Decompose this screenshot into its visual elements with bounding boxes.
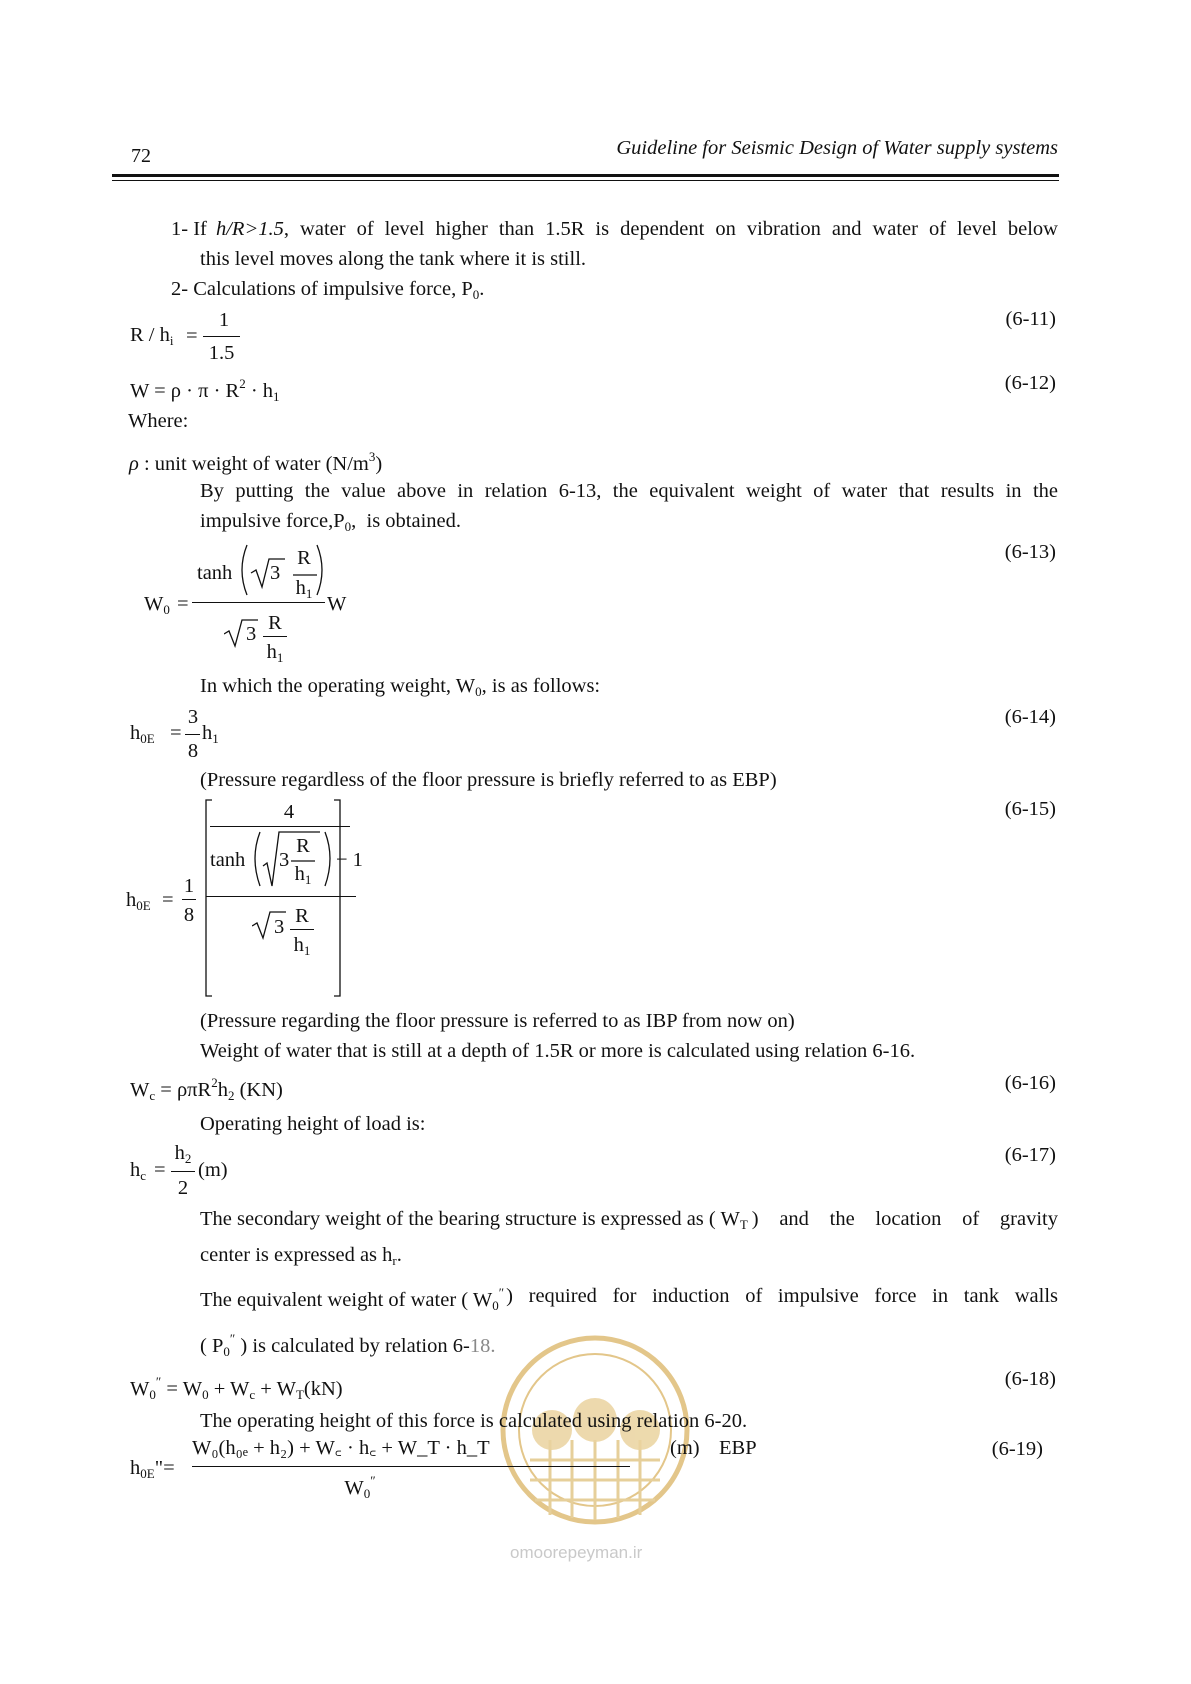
rho-symbol: ρ	[129, 453, 139, 475]
list-item-1-line-2: this level moves along the tank where it is still.	[200, 248, 587, 270]
equation-number-6-11: (6-11)	[1005, 308, 1056, 330]
paragraph-1-line-1: By putting the value above in relation 6-13, the equivalent weight of water that results in the	[200, 480, 1058, 502]
equivalent-weight-line-1: The equivalent weight of water ( $W_0''$ ) required for induction of impulsive force in tank walls	[200, 1285, 1058, 1313]
equation-number-6-17: (6-17)	[1004, 1144, 1056, 1166]
list-item-1-line-1	[171, 219, 1058, 240]
equation-6-17: $h_c$ = $h_2$ 2 (m)	[130, 1142, 228, 1199]
operating-height-note: Operating height of load is:	[200, 1113, 426, 1135]
running-title: Guideline for Seismic Design of Water supply systems	[616, 137, 1058, 159]
equation-6-16: $W_c = \rho\pi R^2h_2$ (KN)	[130, 1075, 283, 1103]
numerator-radical-parens	[233, 543, 443, 599]
where-label: Where:	[128, 410, 189, 432]
equation-number-6-15: (6-15)	[1004, 798, 1056, 820]
equation-6-13: $W_0$ = tanh 3 R $h_1$ W 3 R $h_1$	[130, 540, 370, 670]
equation-6-14: $h_{0E}$ = 3 8 $h_1$	[130, 706, 219, 762]
list-item-2-sub: 0	[472, 287, 480, 302]
list-item-1-rest: , water of level higher than 1.5R is dependent on vibration and water of level below	[283, 218, 1058, 240]
still-water-note: Weight of water that is still at a depth of 1.5R or more is calculated using relation 6-16.	[200, 1040, 916, 1062]
page-number: 72	[131, 145, 151, 167]
paragraph-1-line-2: impulsive $force,P_0$, is obtained.	[200, 510, 462, 534]
list-item-2	[171, 279, 484, 301]
equation-number-6-13: (6-13)	[1004, 541, 1056, 563]
watermark-site: omoorepeyman.ir	[510, 1543, 643, 1562]
list-item-2-end: .	[479, 278, 485, 300]
equation-number-6-14: (6-14)	[1004, 706, 1056, 728]
header-rule-thin	[112, 180, 1059, 181]
equivalent-weight-line-2: ( $P_0''$ ) is calculated by relation 6-18.	[200, 1331, 496, 1359]
force-height-note: The operating height of this force is calculated using relation 6-20.	[200, 1410, 748, 1432]
equation-number-6-19: (6-19)	[991, 1438, 1043, 1460]
list-item-1-math: h/R>1.5	[215, 218, 284, 240]
equation-6-18: $W_0'' = W_0 + W_c + W_T(kN)$	[130, 1374, 343, 1402]
equation-6-11: R / $h_i$ = 1 1.5	[130, 310, 260, 370]
equation-6-12: $W = \rho \cdot \pi \cdot R^2 \cdot h_1$	[130, 376, 280, 404]
equation-6-19: $h_{0E}"=$ W₀(h₀ₑ + h₂) + W꜀ · h꜀ + W_T · h_T $W_0''$ (m) EBP	[130, 1437, 757, 1501]
list-item-2-text: 2- Calculations of impulsive force, P	[171, 278, 473, 300]
equation-number-6-16: (6-16)	[1004, 1072, 1056, 1094]
equation-number-6-12: (6-12)	[1004, 372, 1056, 394]
rho-definition: ρ : unit weight of water $(N/m^3)$	[129, 449, 383, 475]
equation-6-15: $h_{0E}$ = 1 8 4 tanh 3 R $h_1$ − 1 3 R $h_1$	[126, 798, 376, 998]
equation-number-6-18: (6-18)	[1004, 1368, 1056, 1390]
ibp-note: (Pressure regarding the floor pressure is referred to as IBP from now on)	[200, 1010, 795, 1032]
secondary-weight-line-2: center is expressed as $h_r$.	[200, 1244, 402, 1268]
secondary-weight-line-1: The secondary weight of the bearing structure is expressed as ( $W_T$ ) and the location of gravity	[200, 1208, 1058, 1232]
paragraph-2: In which the operating weight, $W_0$, is as follows:	[200, 675, 601, 699]
header-rule-thick	[112, 174, 1059, 177]
list-item-1-prefix: 1- If	[171, 218, 212, 240]
ebp-note: (Pressure regardless of the floor pressure is briefly referred to as EBP)	[200, 769, 777, 791]
